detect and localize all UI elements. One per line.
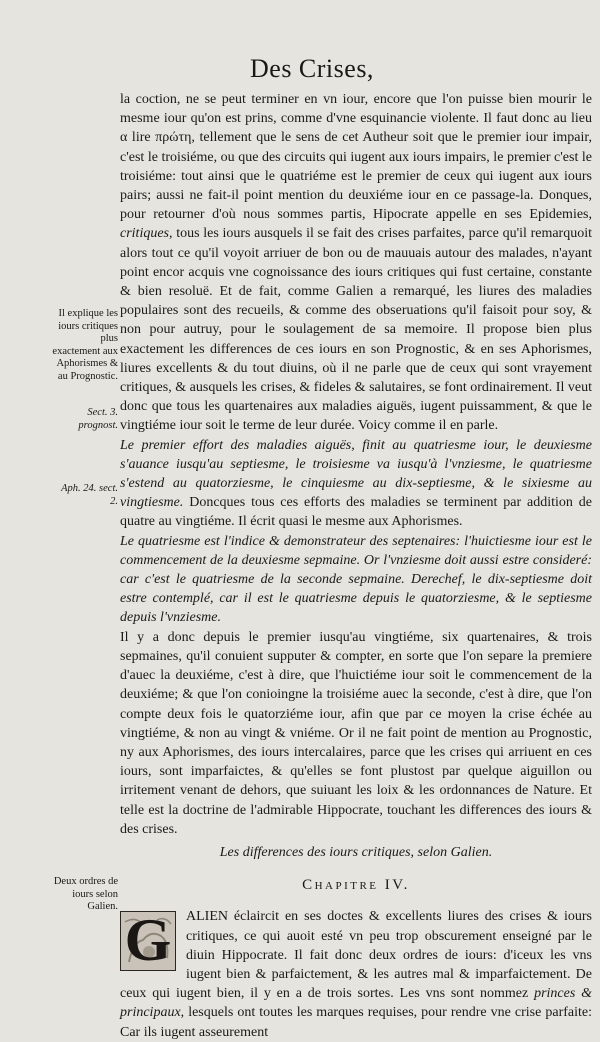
main-text [120,90,592,1042]
margin-note-galien-orders: Deux ordres de iours selon Galien. [53,876,118,912]
margin-note-aphorism-ref: Aph. 24. sect. 2. [61,483,118,507]
paragraph-3: Il y a donc depuis le premier iusqu'au vingtiéme, six quartenaires, & trois sepmaines, qu'il conuient supputer & compter, en sorte que l'on separe la premiere d'auec la deuxiéme, c'est à dire, que l'huictiéme iour soit le commencement de la deuxiéme; & que l'on conioingne la troisiéme auec la seconde, c'est à dire, que l'on compte deux fois le quatorziéme iour, afin que par ce moyen la crise échée au vingtiéme, & non au vingt & vniéme. Or il ne fait point de mention au Prognostic, ny aux Aphorismes, des iours intercalaires, parce que les crises qui arriuent en ces iours, sont imparfaictes, & qu'elles se font plustost par quelque aiguillon ou irritement venant de dehors, que suiuant les loix & les ordonnances de Nature. Et telle est la doctrine de l'admirable Hippocrate, touchant les differences des iours & des crises. [120,629,592,837]
quotation-prognostic: Le premier effort des maladies aiguës, finit au quatriesme iour, le deuxiesme s'auance iusqu'au septiesme, le troisiesme va iusqu'à l'vnziesme, le quatriesme s'estend au quatorziesme, le cinquiesme au dix-septiesme, & le sixiesme au vingtiesme. [120,437,592,511]
decorated-initial [120,911,176,971]
text-run: Doncques tous ces efforts des maladies se terminent par addition de quatre au vingtiéme. Il écrit quasi le mesme aux Aphorismes. [120,495,592,530]
italic-term: critiques [120,226,169,242]
paragraph-1 [120,90,592,436]
drop-cap-letter: G [124,911,172,972]
running-head: Des Crises, [250,54,374,83]
margin-note-prognostic-ref: Sect. 3. prognost. [78,407,118,431]
text-run: , tous les iours ausquels il se fait des crises parfaites, parce qu'il remarquoit alors tout ce qu'il voyoit arriuer de bon ou de mauuais autour des malades, n'ayant point encor acquis vne cognoissance des iours critiques qui fust certaine, constante & bien resoluë. Et de fait, comme Galien a remarqué, les liures des maladies populaires sont des recueils, & comme des obseruations qu'il faisoit pour soy, & non pour autruy, pour le soulagement de sa memoire. Il propose bien plus exactement les differences de ces iours en son Prognostic, & en ses Aphorismes, liures excellents & du tout diuins, où il ne parle que de ceux qui sont vrayement critiques, & ausquels les crises, & fideles & salutaires, se font ordinairement. Il veut donc que tous les quartenaires aux maladies aiguës, iugent puissamment, & que le vingtiéme iour soit le terme de leur durée. Voicy comme il en parle. [120,226,592,434]
text-run: , lesquels ont toutes les marques requises, pour rendre vne crise parfaite: Car ils iugent asseurement [120,1005,592,1040]
paragraph-2 [120,436,592,532]
chapter-heading: Chapitre IV. [302,877,410,894]
text-run: la coction, ne se peut terminer en vn iour, encore que l'on puisse bien mourir le mesme iour qu'on est prins, comme d'vne esquinancie violente. Il faut donc au lieu α lire πρώτη, tellement que le sens de cet Autheur soit que le premier iour impair, c'est le troisiéme, ou que des circuits qui iugent aux iours impairs, le premier c'est le troisiéme: tout ainsi que le quatriéme est le premier de ceux qui iugent aux iours pairs; aussi ne fait-il point mention du deuxiéme iour en ce passage-la. Donques, pour retourner d'où nous sommes partis, Hipocrate appelle en ses Epidemies, [120,92,592,223]
quotation-aphorisms: Le quatriesme est l'indice & demonstrateur des septenaires: l'huictiesme iour est le commencement de la deuxiesme sepmaine. Or l'vnziesme doit aussi estre consideré: car c'est le quatriesme de la seconde sepmaine. Derechef, le dix-septiesme doit estre contemplé, car il est le quatriesme depuis le quatorziesme, & le septiesme depuis l'vnziesme. [120,533,592,626]
margin-note-aphorisms: Il explique les iours critiques plus exactement aux Aphorismes & au Prognostic. [52,308,118,382]
chapter-paragraph [120,907,592,1041]
section-heading: Les differences des iours critiques, selon Galien. [219,844,493,860]
italic-term: princes & principaux [120,986,593,1021]
text-run: ALIEN éclaircit en ses doctes & excellents liures des crises & iours critiques, ce qui auoit esté vn peu trop obscurement enseigné par le diuin Hippocrate. Il fait donc deux ordres de iours: d'iceux les vns iugent bien & parfaictement, & les autres mal & imparfaictement. De ceux qui iugent bien, il y en a de trois sortes. Les vns sont nommez [120,909,592,1002]
